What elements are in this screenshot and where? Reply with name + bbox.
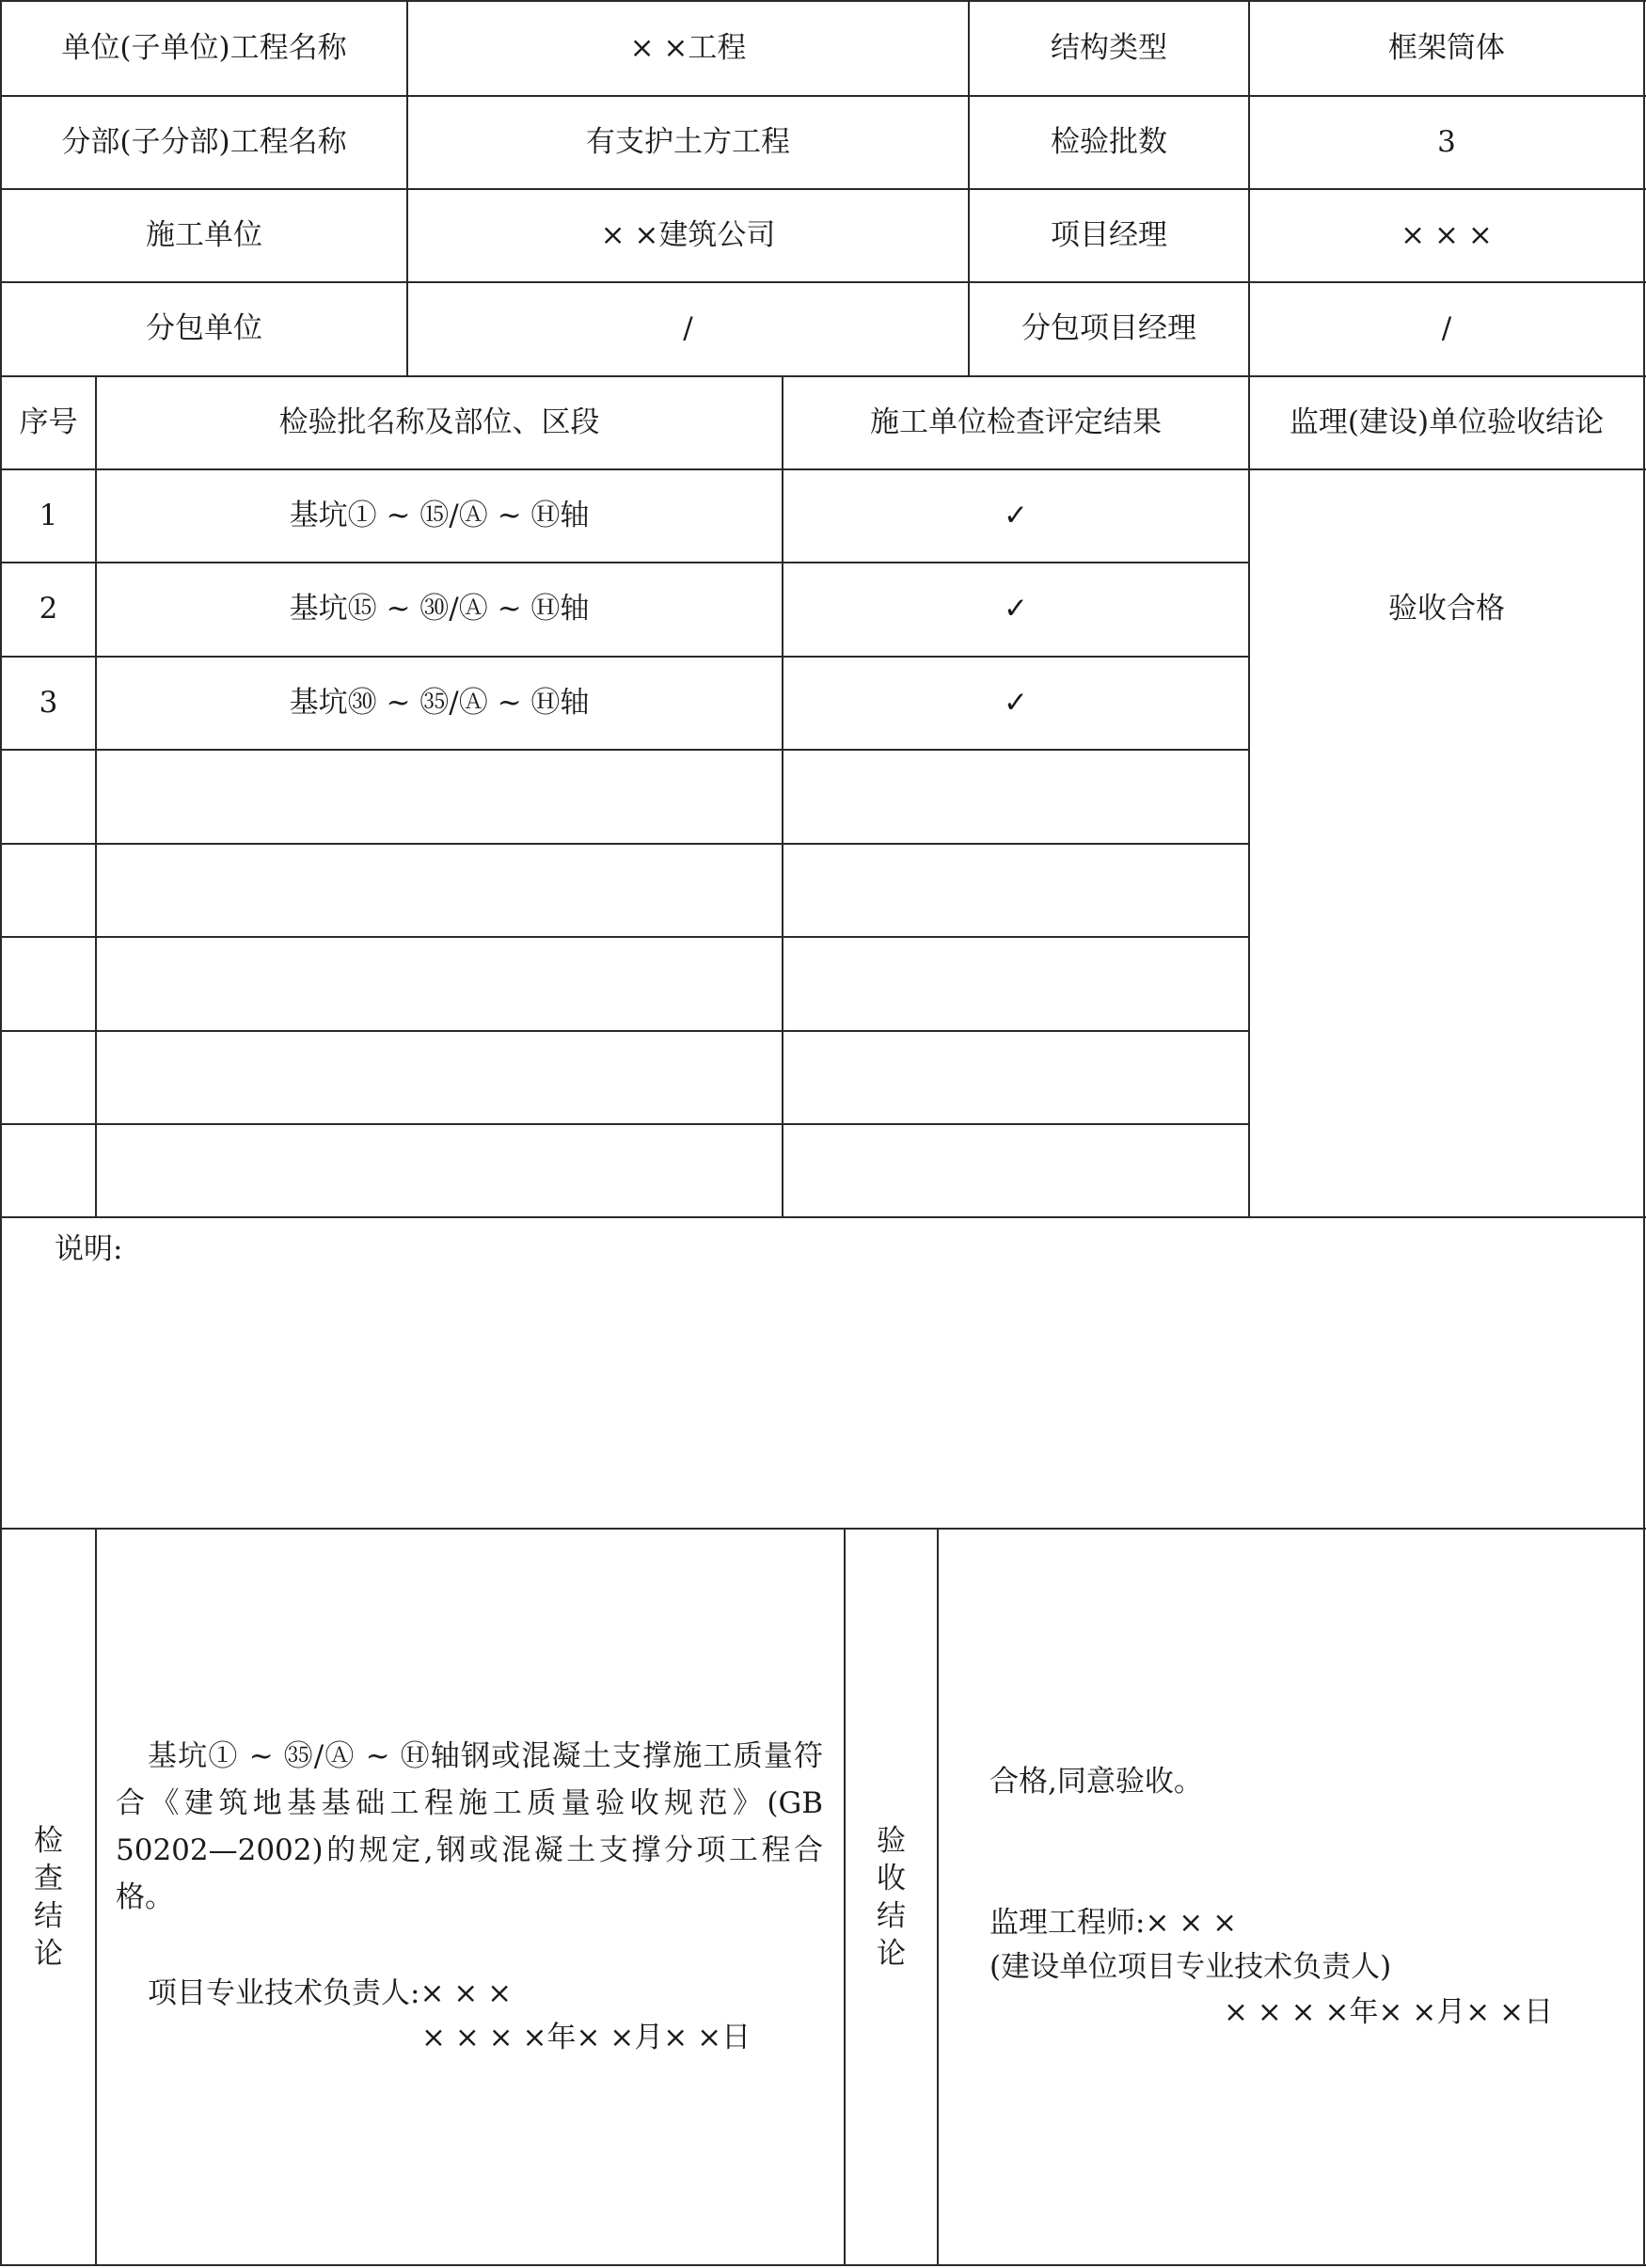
col-header-no: 序号 [19, 404, 78, 439]
row-no [2, 751, 95, 843]
inspection-date: × × × ×年× ×月× ×日 [421, 2021, 752, 2054]
subcontractor-label: 分包单位 [146, 311, 262, 346]
sub-manager-value: / [1441, 311, 1452, 346]
contractor-label: 施工单位 [146, 217, 262, 252]
inspection-label-char: 结 [34, 1898, 63, 1933]
acceptance-signer: 监理工程师:× × × [989, 1906, 1238, 1940]
project-name-value: × ×工程 [629, 30, 747, 65]
row-no [2, 1032, 95, 1123]
acceptance-label-char: 结 [877, 1898, 906, 1933]
row-result: ✓ [1004, 685, 1028, 720]
row-name [97, 1032, 782, 1123]
inspection-label-char: 查 [34, 1861, 63, 1895]
structure-type-value: 框架筒体 [1388, 30, 1505, 65]
table-line [0, 1528, 1646, 1530]
col-header-result: 施工单位检查评定结果 [870, 404, 1162, 439]
batch-count-label: 检验批数 [1051, 124, 1167, 159]
table-border-right [1643, 0, 1645, 2266]
acceptance-text: 合格,同意验收。 [989, 1765, 1203, 1799]
inspection-label-char: 论 [34, 1936, 63, 1971]
row-result [783, 1032, 1248, 1123]
row-result [783, 751, 1248, 843]
col-header-conclusion: 监理(建设)单位验收结论 [1289, 404, 1605, 439]
sub-manager-label: 分包项目经理 [1021, 311, 1196, 346]
contractor-value: × ×建筑公司 [600, 217, 776, 252]
row-no: 2 [39, 592, 58, 626]
acceptance-label [846, 1530, 937, 2264]
project-name-label: 单位(子单位)工程名称 [61, 30, 347, 65]
row-no [2, 845, 95, 936]
table-line [95, 1528, 97, 2266]
acceptance-date: × × × ×年× ×月× ×日 [1224, 1995, 1554, 2029]
table-border-bottom [0, 2264, 1646, 2266]
row-name: 基坑㉚ ~ ㉟/Ⓐ ~ Ⓗ轴 [289, 685, 590, 720]
row-result [783, 1125, 1248, 1216]
subdivision-name-value: 有支护土方工程 [586, 124, 790, 159]
row-no [2, 938, 95, 1030]
row-name: 基坑① ~ ⑮/Ⓐ ~ Ⓗ轴 [289, 498, 590, 532]
row-name: 基坑⑮ ~ ㉚/Ⓐ ~ Ⓗ轴 [289, 592, 590, 626]
row-name [97, 845, 782, 936]
subcontractor-value: / [683, 311, 693, 346]
row-name [97, 1125, 782, 1216]
row-no: 3 [39, 685, 58, 720]
batch-count-value: 3 [1437, 124, 1456, 159]
acceptance-label-char: 验 [877, 1823, 906, 1858]
inspection-text: 基坑① ~ ㉟/Ⓐ ~ Ⓗ轴钢或混凝土支撑施工质量符合《建筑地基基础工程施工质量验收规范》(GB 50202—2002)的规定,钢或混凝土支撑分项工程合格。 [116, 1739, 823, 1914]
table-line [0, 1216, 1646, 1218]
row-no: 1 [39, 498, 58, 532]
structure-type-label: 结构类型 [1051, 30, 1167, 65]
project-manager-label: 项目经理 [1051, 217, 1167, 252]
row-name [97, 938, 782, 1030]
inspection-signer: 项目专业技术负责人:× × × [148, 1976, 513, 2010]
table-line [937, 1528, 939, 2266]
inspection-label-char: 检 [34, 1823, 63, 1858]
row-result: ✓ [1004, 498, 1028, 532]
row-result [783, 938, 1248, 1030]
supervision-result: 验收合格 [1388, 591, 1505, 626]
acceptance-label-char: 收 [877, 1861, 906, 1895]
row-no [2, 1125, 95, 1216]
project-manager-value: × × × [1401, 217, 1493, 252]
row-result [783, 845, 1248, 936]
acceptance-signer-note: (建设单位项目专业技术负责人) [989, 1950, 1392, 1984]
inspection-label [2, 1530, 95, 2264]
row-result: ✓ [1004, 592, 1028, 626]
subdivision-name-label: 分部(子分部)工程名称 [61, 124, 347, 159]
notes-label: 说明: [55, 1232, 123, 1266]
row-name [97, 751, 782, 843]
acceptance-label-char: 论 [877, 1936, 906, 1971]
col-header-name: 检验批名称及部位、区段 [278, 404, 600, 439]
